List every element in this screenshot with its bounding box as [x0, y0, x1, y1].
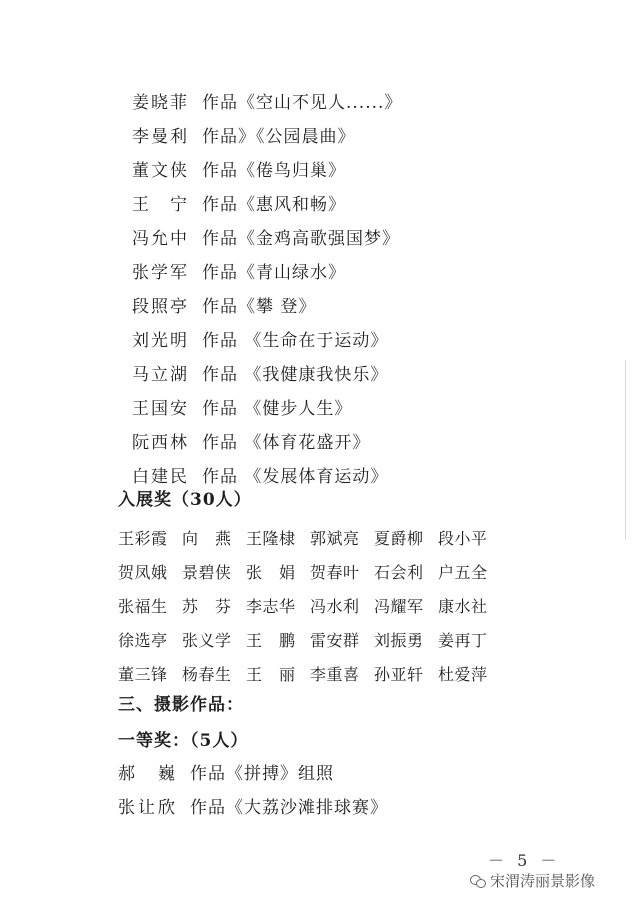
work-title: 作品《空山不见人......》: [202, 93, 403, 113]
list-item: [120, 222, 600, 256]
winner-name: 冯水利: [310, 597, 360, 616]
author-name: 张让欣: [118, 798, 178, 818]
winner-name: 王 丽: [246, 665, 296, 684]
names-row: [118, 556, 518, 590]
author-name: 王国安: [132, 399, 189, 419]
winner-name: 孙亚轩: [374, 665, 424, 684]
winner-name: 王隆棣: [246, 529, 296, 548]
author-name: 张学军: [132, 263, 189, 283]
watermark: [470, 870, 595, 891]
author-name: 白建民: [132, 467, 189, 487]
winner-name: 李志华: [246, 597, 296, 616]
winner-name: 张 娟: [246, 563, 296, 582]
author-name: 段照亭: [132, 297, 189, 317]
author-name: 刘光明: [132, 331, 189, 351]
work-title: 作品》《公园晨曲》: [202, 127, 356, 147]
winner-name: 冯耀军: [374, 597, 424, 616]
list-item: [120, 358, 600, 392]
work-title: 作品《倦鸟归巢》: [202, 161, 346, 181]
work-title: 作品《金鸡高歌强国梦》: [202, 229, 400, 249]
painting-works-list: [120, 86, 600, 494]
list-item: [120, 154, 600, 188]
winner-name: 贺凤娥: [118, 563, 168, 582]
author-name: 姜晓菲: [132, 93, 189, 113]
first-prize-heading: 一等奖：（5人）: [118, 731, 249, 751]
list-item: [118, 757, 598, 791]
work-title: 作品 《发展体育运动》: [202, 467, 389, 487]
watermark-text: 宋渭涛丽景影像: [490, 872, 596, 890]
list-item: [120, 120, 600, 154]
work-title: 作品《青山绿水》: [202, 263, 346, 283]
winner-name: 向 燕: [182, 529, 232, 548]
names-row: [118, 522, 518, 556]
work-title: 作品《大荔沙滩排球赛》: [190, 798, 388, 818]
work-title: 作品《惠风和畅》: [202, 195, 346, 215]
winner-name: 王 鹏: [246, 631, 296, 650]
winner-name: 杨春生: [182, 665, 232, 684]
names-row: [118, 658, 518, 692]
list-item: [120, 86, 600, 120]
page-number: － 5 －: [488, 851, 561, 870]
names-row: [118, 590, 518, 624]
winner-name: 贺春叶: [310, 563, 360, 582]
winner-name: 康水社: [438, 597, 488, 616]
author-name: 郝 巍: [118, 764, 178, 784]
author-name: 李曼利: [132, 127, 189, 147]
winner-name: 苏 芬: [182, 597, 232, 616]
names-row: [118, 624, 518, 658]
list-item: [120, 324, 600, 358]
work-title: 作品 《健步人生》: [202, 399, 353, 419]
work-title: 作品《拼搏》组照: [190, 764, 334, 784]
winner-name: 张义学: [182, 631, 232, 650]
photo-section-heading: 三、摄影作品：: [118, 695, 244, 715]
chat-bubbles-icon: [470, 874, 486, 888]
photo-works-list: [118, 757, 598, 825]
author-name: 王 宁: [132, 195, 189, 215]
winner-name: 户五全: [438, 563, 488, 582]
author-name: 董文侠: [132, 161, 189, 181]
list-item: [120, 392, 600, 426]
list-item: [120, 188, 600, 222]
winner-name: 王彩霞: [118, 529, 168, 548]
work-title: 作品 《生命在于运动》: [202, 331, 389, 351]
winner-name: 夏爵柳: [374, 529, 424, 548]
winner-name: 段小平: [438, 529, 488, 548]
entry-award-names-grid: [118, 522, 518, 692]
list-item: [120, 290, 600, 324]
winner-name: 景碧侠: [182, 563, 232, 582]
work-title: 作品 《体育花盛开》: [202, 433, 371, 453]
winner-name: 董三锋: [118, 665, 168, 684]
author-name: 阮西林: [132, 433, 189, 453]
scan-edge-line: [625, 360, 626, 540]
author-name: 冯允中: [132, 229, 189, 249]
author-name: 马立湖: [132, 365, 189, 385]
winner-name: 李重喜: [310, 665, 360, 684]
list-item: [120, 256, 600, 290]
winner-name: 刘振勇: [374, 631, 424, 650]
work-title: 作品《攀 登》: [202, 297, 317, 317]
winner-name: 徐选亭: [118, 631, 168, 650]
winner-name: 杜爱萍: [438, 665, 488, 684]
winner-name: 张福生: [118, 597, 168, 616]
winner-name: 姜再丁: [438, 631, 488, 650]
winner-name: 雷安群: [310, 631, 360, 650]
winner-name: 石会利: [374, 563, 424, 582]
entry-award-heading: 入展奖（30人）: [118, 490, 252, 510]
work-title: 作品 《我健康我快乐》: [202, 365, 389, 385]
list-item: [120, 426, 600, 460]
winner-name: 郭斌亮: [310, 529, 360, 548]
list-item: [118, 791, 598, 825]
